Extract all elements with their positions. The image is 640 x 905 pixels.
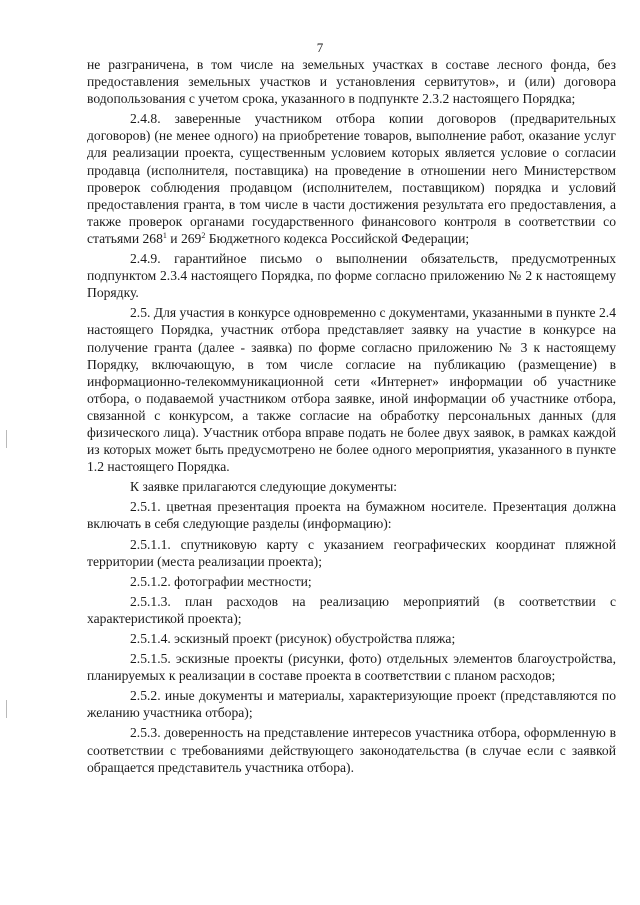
paragraph-2-5-1-1: 2.5.1.1. спутниковую карту с указанием географических координат пляжной территории (места реализации проекта);	[87, 536, 616, 569]
document-body	[87, 56, 616, 776]
paragraph-2-5-3: 2.5.3. доверенность на представление интересов участника отбора, оформленную в соответствии с требованиями действующего законодательства (в случае если с заявкой обращается представитель участника отбора).	[87, 725, 616, 775]
paragraph-2-4-9: 2.4.9. гарантийное письмо о выполнении обязательств, предусмотренных подпунктом 2.3.4 настоящего Порядка, по форме согласно приложению № 2 к настоящему Порядку.	[87, 251, 616, 301]
paragraph-2-5-2: 2.5.2. иные документы и материалы, характеризующие проект (представляются по желанию участника отбора);	[87, 688, 616, 721]
paragraph-2-5-1-3: 2.5.1.3. план расходов на реализацию мероприятий (в соответствии с характеристикой проекта);	[87, 593, 616, 626]
footnote-ref: 1	[162, 230, 167, 240]
paragraph-2-4-8	[87, 110, 616, 247]
paragraph-2-5-1-2: 2.5.1.2. фотографии местности;	[130, 573, 312, 589]
paragraph-text: Бюджетного кодекса Российской Федерации;	[205, 230, 470, 246]
paragraph-continuation: не разграничена, в том числе на земельных участках в составе лесного фонда, без предоставления земельных участков и установления сервитутов», и (или) договора водопользования с учетом срока, указанного в подпункте 2.3.2 настоящего Порядка;	[87, 57, 616, 107]
paragraph-2-5-1-4: 2.5.1.4. эскизный проект (рисунок) обустройства пляжа;	[130, 631, 456, 646]
paragraph-2-5-1-5: 2.5.1.5. эскизные проекты (рисунки, фото) отдельных элементов благоустройства, планируемых к реализации в составе проекта в соответствии с планом расходов;	[87, 651, 616, 684]
footnote-ref: 2	[201, 230, 206, 240]
paragraph-2-5-1: 2.5.1. цветная презентация проекта на бумажном носителе. Презентация должна включать в себя следующие разделы (информацию):	[87, 499, 616, 532]
page-number: 7	[316, 40, 324, 55]
paragraph-attachments-intro: К заявке прилагаются следующие документы:	[130, 479, 397, 495]
paragraph-text: и 269	[166, 230, 202, 246]
paragraph-text: 2.4.8. заверенные участником отбора копии договоров (предварительных договоров) (не менее одного) на приобретение товаров, выполнение работ, оказание услуг для реализации проекта, существенным условием которых является условие о согласии продавца (исполнителя, поставщика) на проведение в отношении него Министерством проверок соблюдения продавцом (исполнителем, поставщиком) порядка и условий предоставления гранта, в том числе в части достижения результата его предоставления, а также проверок органами государственного финансового контроля в соответствии со статьями 268	[87, 111, 616, 246]
margin-mark	[6, 430, 7, 448]
margin-mark	[6, 700, 7, 718]
paragraph-2-5: 2.5. Для участия в конкурсе одновременно с документами, указанными в пункте 2.4 настоящего Порядка, участник отбора представляет заявку на участие в конкурсе на получение гранта (далее - заявка) по форме согласно приложению № 3 к настоящему Порядку, включающую, в том числе согласие на публикацию (размещение) в информационно-телекоммуникационной сети «Интернет» информации об участнике отбора, о подаваемой участником отбора заявке, иной информации об участнике отбора, связанной с конкурсом, а также согласие на обработку персональных данных (для физического лица). Участник отбора вправе подать не более двух заявок, в рамках каждой из которых может быть предусмотрено не более одного мероприятия, указанного в пункте 1.2 настоящего Порядка.	[87, 305, 616, 475]
